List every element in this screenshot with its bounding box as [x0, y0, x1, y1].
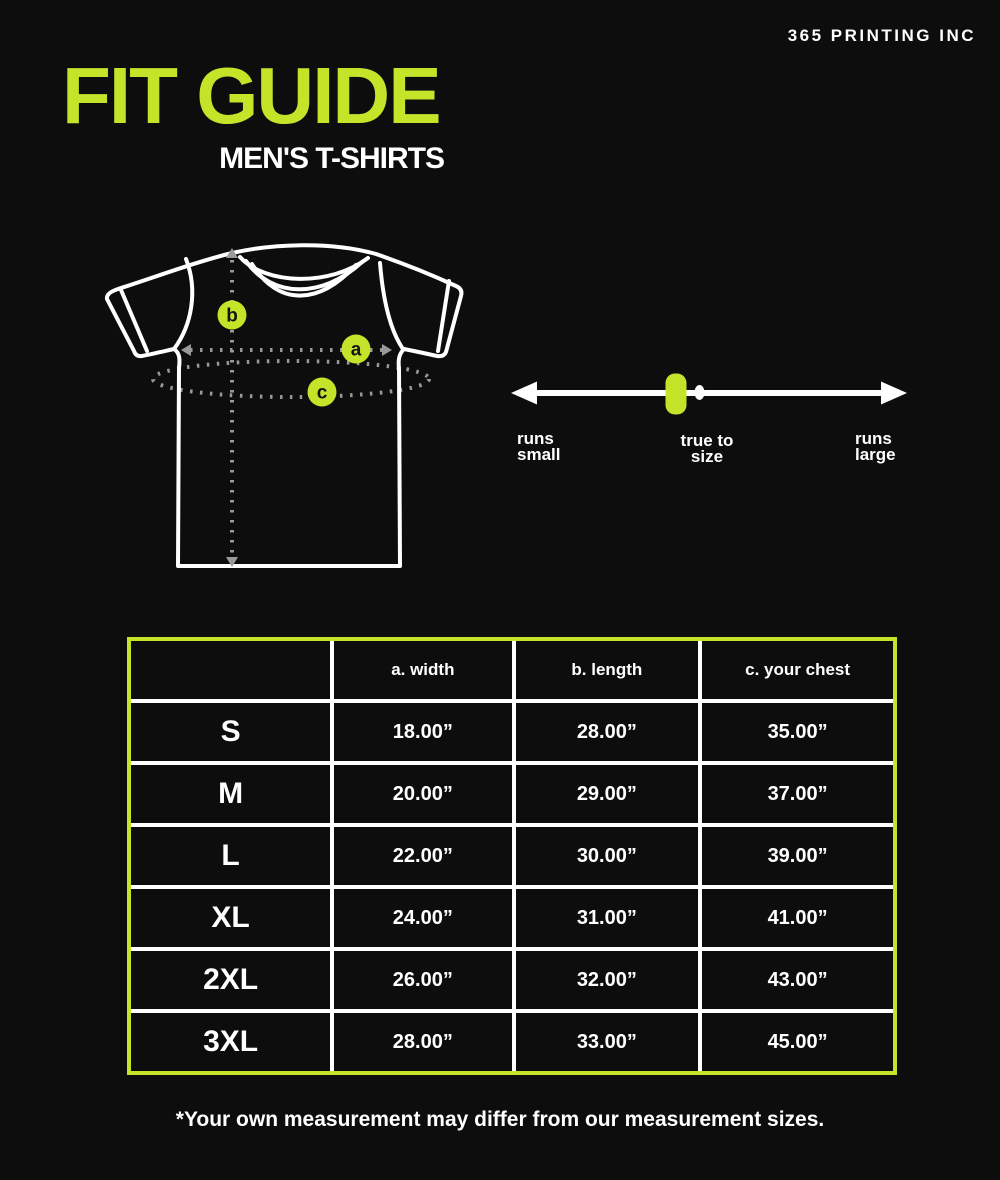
width-value: 20.00” [332, 763, 513, 825]
col-header-chest: c. your chest [700, 641, 893, 701]
scale-label-line: small [517, 445, 561, 464]
length-value: 31.00” [514, 887, 701, 949]
chest-value: 43.00” [700, 949, 893, 1011]
left-cuff-hem-icon [121, 290, 147, 351]
width-value: 28.00” [332, 1011, 513, 1071]
left-sleeve-seam-icon [174, 259, 192, 349]
table-row [131, 1011, 893, 1071]
width-value: 18.00” [332, 701, 513, 763]
chest-value: 45.00” [700, 1011, 893, 1071]
table-header-row [131, 641, 893, 701]
fit-scale-icon [500, 355, 920, 430]
right-sleeve-seam-icon [380, 263, 403, 349]
scale-marker-green-icon [666, 374, 687, 415]
length-value: 33.00” [514, 1011, 701, 1071]
col-header-width: a. width [332, 641, 513, 701]
size-table [131, 641, 893, 1071]
chest-value: 37.00” [700, 763, 893, 825]
measurement-disclaimer: *Your own measurement may differ from our measurement sizes. [175, 1108, 825, 1131]
col-header-length: b. length [514, 641, 701, 701]
size-label: S [131, 701, 332, 763]
page-subtitle: MEN'S T-SHIRTS [219, 142, 444, 175]
chest-value: 35.00” [700, 701, 893, 763]
marker-b-badge [218, 301, 247, 330]
scale-label-runs-small [517, 431, 560, 463]
marker-b-letter: b [226, 305, 238, 327]
width-arrow-right-icon [382, 344, 392, 356]
scale-label-line: large [855, 445, 896, 464]
table-row [131, 949, 893, 1011]
width-value: 26.00” [332, 949, 513, 1011]
col-header-size [131, 641, 332, 701]
scale-label-line: runs [517, 429, 554, 448]
scale-label-line: size [690, 447, 724, 466]
scale-dot-icon [695, 385, 705, 400]
size-label: 3XL [131, 1011, 332, 1071]
scale-arrow-left-icon [511, 382, 537, 405]
scale-arrow-right-icon [881, 382, 907, 405]
marker-c-badge [308, 378, 337, 407]
width-arrow-left-icon [181, 344, 191, 356]
chest-value: 39.00” [700, 825, 893, 887]
size-label: M [131, 763, 332, 825]
page-title: FIT GUIDE [62, 51, 440, 140]
scale-label-line: runs [855, 429, 892, 448]
title-block [62, 51, 444, 176]
size-label: L [131, 825, 332, 887]
width-value: 22.00” [332, 825, 513, 887]
length-value: 32.00” [514, 949, 701, 1011]
scale-label-true-to-size [647, 433, 767, 465]
size-table-container [127, 637, 897, 1075]
length-value: 30.00” [514, 825, 701, 887]
scale-label-line: true to [680, 431, 734, 450]
chest-measure-ellipse-icon [153, 361, 429, 397]
table-row [131, 763, 893, 825]
length-value: 28.00” [514, 701, 701, 763]
marker-c-letter: c [316, 382, 328, 404]
marker-a-badge [342, 335, 371, 364]
size-label: 2XL [131, 949, 332, 1011]
size-label: XL [131, 887, 332, 949]
scale-label-runs-large [855, 431, 896, 463]
table-row [131, 701, 893, 763]
width-value: 24.00” [332, 887, 513, 949]
length-value: 29.00” [514, 763, 701, 825]
marker-a-letter: a [350, 339, 362, 361]
table-row [131, 887, 893, 949]
chest-value: 41.00” [700, 887, 893, 949]
tshirt-measurement-diagram-icon [90, 230, 490, 585]
table-row [131, 825, 893, 887]
brand-name: 365 PRINTING INC [787, 26, 976, 45]
